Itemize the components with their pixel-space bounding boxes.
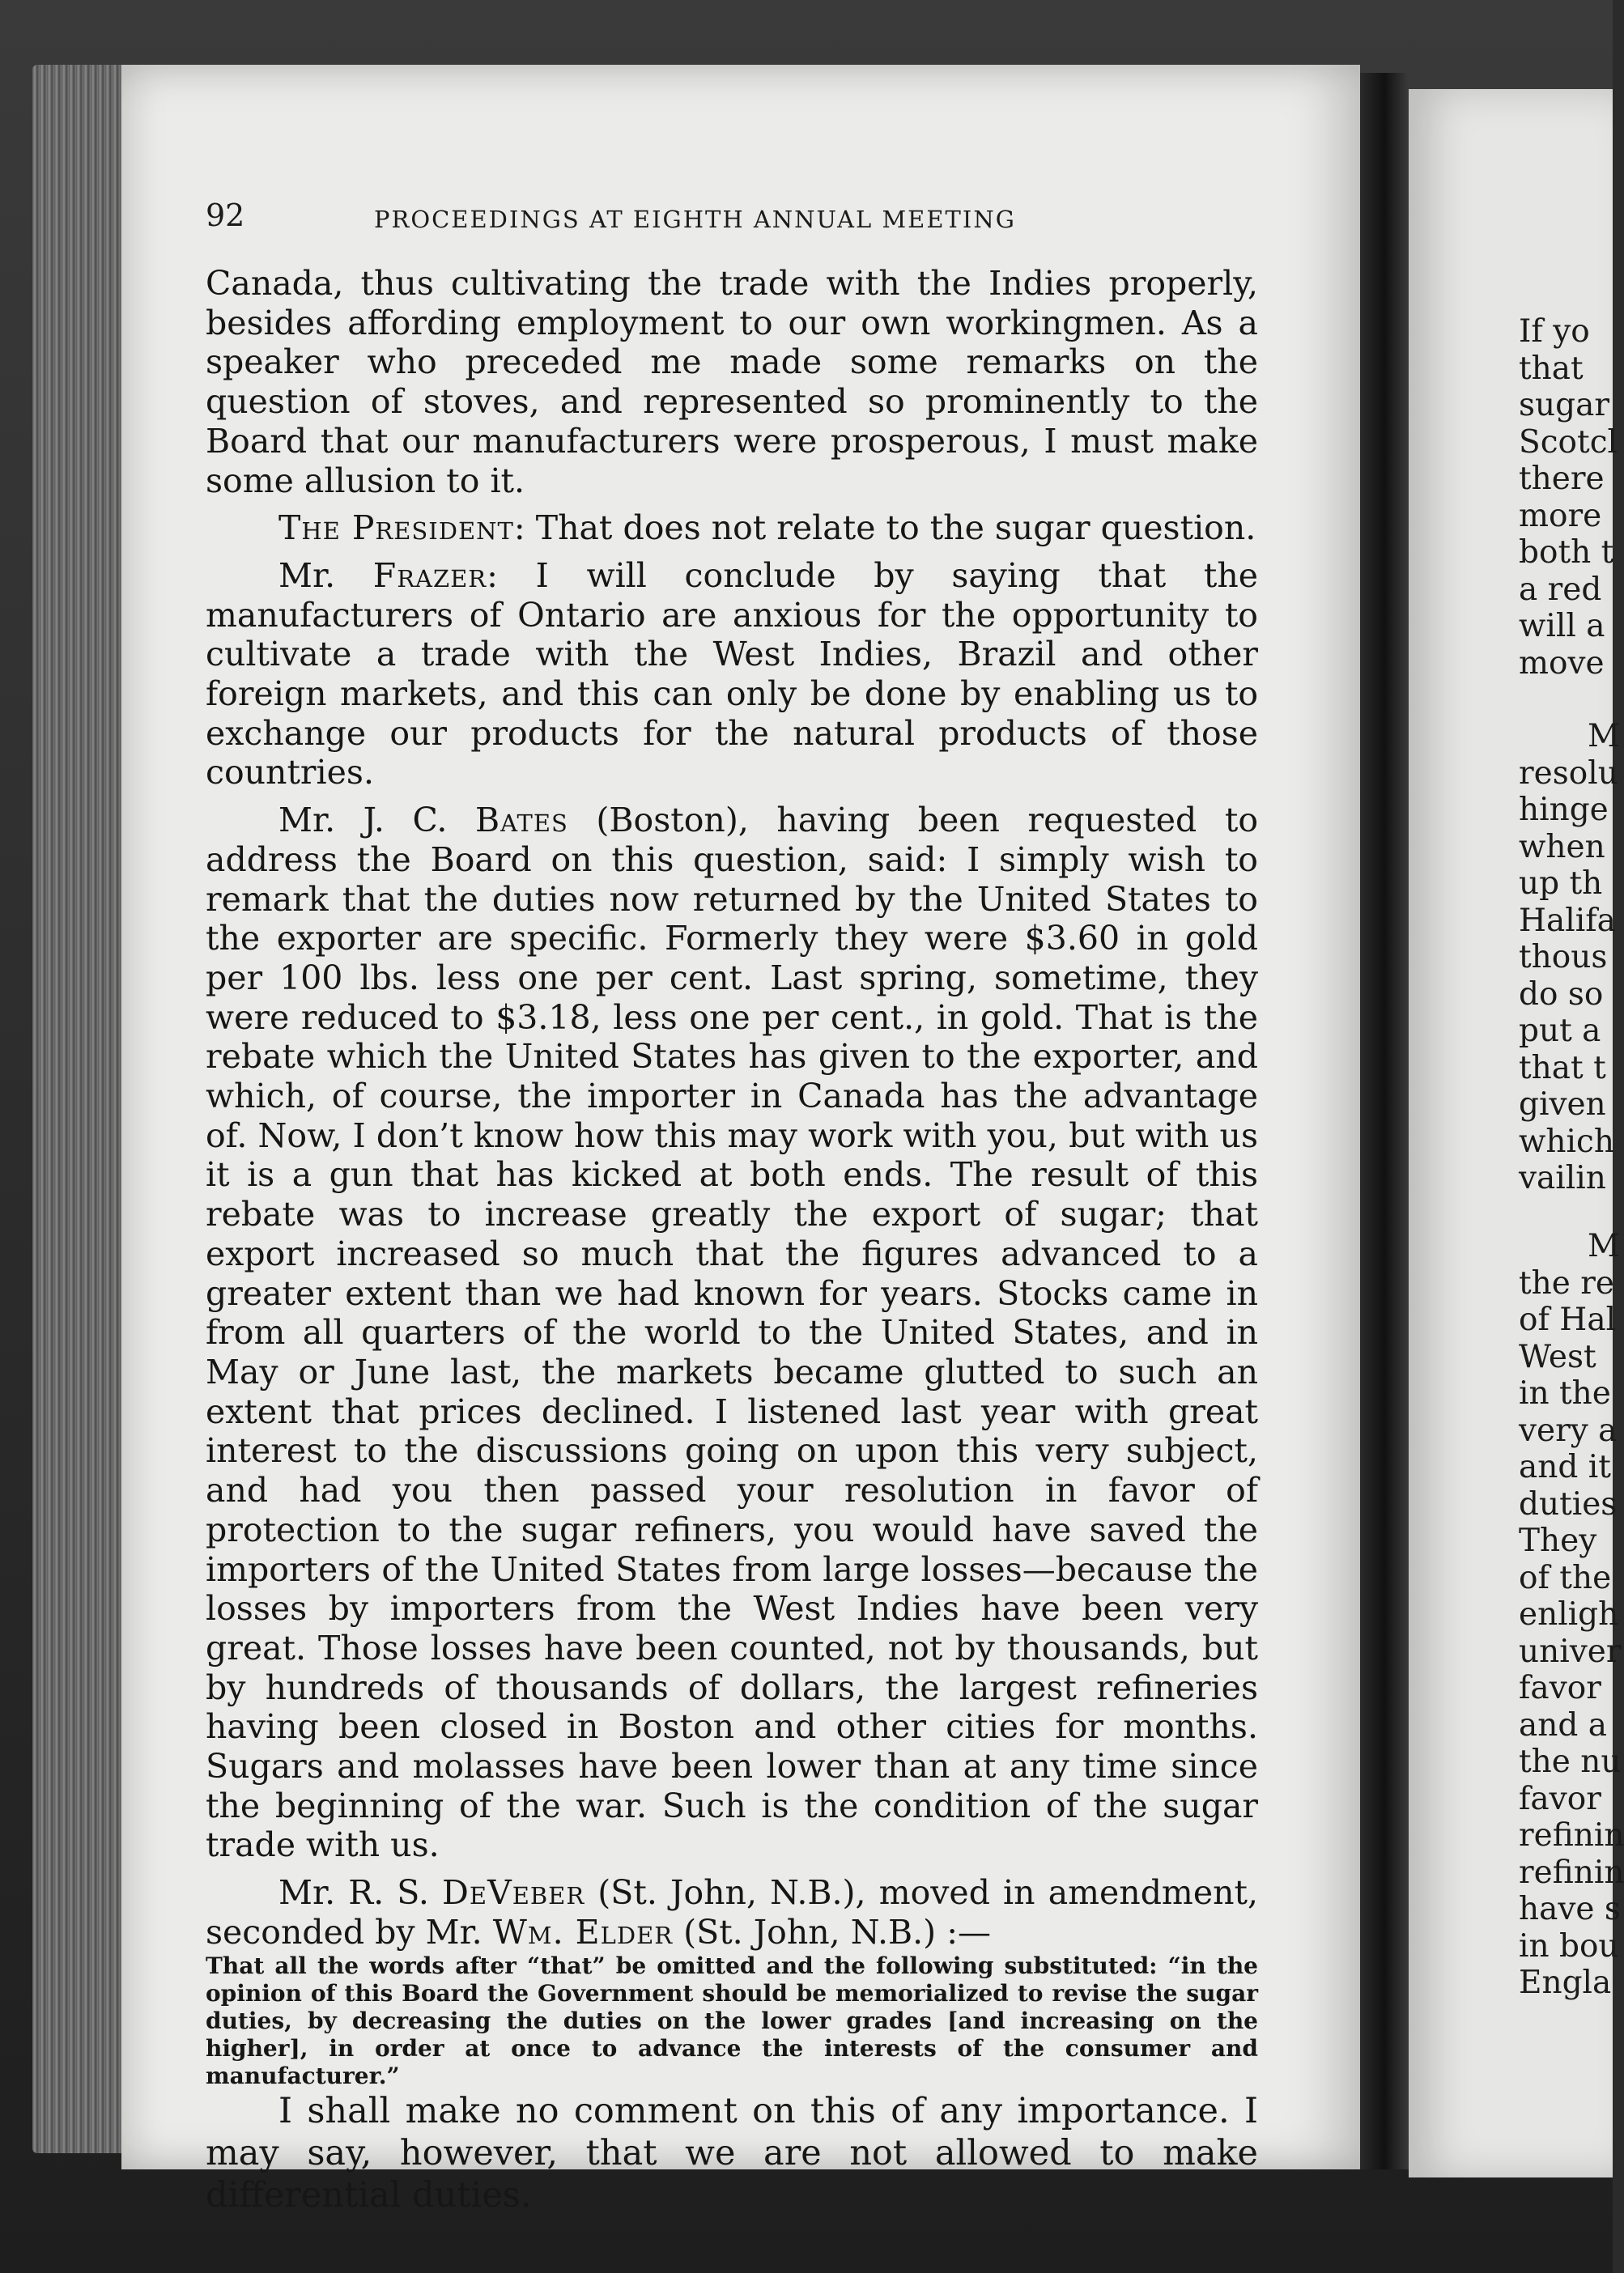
right-page-line: the re	[1519, 1264, 1614, 1302]
right-page-line: Engla	[1519, 1965, 1612, 2001]
right-page-line: M	[1588, 718, 1620, 754]
speech-text: (St. John, N.B.), moved in amendment, seconded by Mr.	[206, 1873, 1258, 1952]
speech-text: : That does not relate to the sugar question.	[513, 508, 1256, 548]
right-page-line: when	[1519, 828, 1605, 865]
right-page-line: have s	[1519, 1891, 1621, 1927]
right-page-line: They	[1519, 1523, 1597, 1559]
speaker-name: The President	[278, 508, 514, 548]
right-page-line: there	[1519, 461, 1605, 497]
right-page-line: enligh	[1519, 1596, 1619, 1633]
speech-text: : I will conclude by saying that the manufacturers of Ontario are anxious for the opportunity to cultivate a trade with the West Indies, Brazil and other foreign markets, and this can only be done by enabling us to exchange our products for the natural products of those countries.	[206, 555, 1258, 792]
right-page-line: given	[1519, 1086, 1606, 1123]
right-page-line: vailin	[1519, 1160, 1606, 1196]
right-page-line: Halifa	[1519, 902, 1616, 939]
page-body	[206, 264, 1258, 2216]
right-page-line: and a	[1519, 1706, 1607, 1744]
right-page-line: will a	[1519, 608, 1605, 644]
right-page-line: univer	[1519, 1633, 1622, 1670]
speaker-name: DeVeber	[442, 1873, 585, 1913]
right-page-line: more	[1519, 497, 1602, 534]
right-page-line: do so	[1519, 975, 1604, 1013]
right-page-line: in bou	[1519, 1927, 1619, 1965]
paragraph-bates	[206, 801, 1258, 1865]
right-page-line: refinin	[1519, 1817, 1624, 1854]
right-page-line: favor	[1519, 1780, 1601, 1817]
paragraph-deveber	[206, 1873, 1258, 1952]
paragraph-continuation: Canada, thus cultivating the trade with the Indies properly, besides affording employment to our own workingmen. As a speaker who preceded me made some remarks on the question of stoves, and represented so prominently to the Board that our manufacturers were prosperous, I must make some allusion to it.	[206, 264, 1258, 500]
speaker-name: Wm. Elder	[492, 1912, 674, 1952]
book-page-edges	[32, 65, 121, 2153]
paragraph-president	[206, 508, 1258, 548]
right-page-line: that t	[1519, 1049, 1606, 1086]
right-page-line: resolu	[1519, 754, 1618, 792]
speech-text: (Boston), having been requested to address the Board on this question, said: I simply wish to remark that the duties now returned by the United States to the exporter are specific. Formerly they were $3.60 in gold per 100 lbs. less one per cent. Last spring, sometime, they were reduced to $3.18, less one per cent., in gold. That is the rebate which the United States has given to the exporter, and which, of course, the importer in Canada has the advantage of. Now, I don’t know how this may work with you, but with us it is a gun that has kicked at both ends. The result of this rebate was to increase greatly the export of sugar; that export increased so much that the figures advanced to a greater extent than we had known for years. Stocks came in from all quarters of the world to the United States, and in May or June last, the markets became glutted to such an extent that prices declined. I listened last year with great interest to the discussions going on upon this very subject, and had you then passed your resolution in favor of protection to the sugar refiners, you would have saved the importers of the United States from large losses—because the losses by importers from the West Indies have been very great. Those losses have been counted, not by thousands, but by hundreds of thousands of dollars, the largest refineries having been closed in Boston and other cities for months. Sugars and molasses have been lower than at any time since the beginning of the war. Such is the condition of the sugar trade with us.	[206, 801, 1258, 1865]
right-page-line: favor	[1519, 1670, 1601, 1706]
right-page-line: of the	[1519, 1559, 1612, 1596]
speaker-title: Mr. J. C.	[278, 801, 475, 840]
right-page-line: duties	[1519, 1485, 1618, 1523]
speech-text: (St. John, N.B.) :—	[673, 1912, 992, 1952]
right-page-line: of Hal	[1519, 1302, 1617, 1338]
right-page-line: which	[1519, 1123, 1614, 1160]
right-page-line: in the	[1519, 1375, 1611, 1412]
running-head: PROCEEDINGS AT EIGHTH ANNUAL MEETING	[374, 206, 1016, 233]
speaker-title: Mr.	[278, 555, 373, 595]
speaker-title: Mr. R. S.	[278, 1873, 443, 1913]
right-page-line: and it	[1519, 1449, 1611, 1485]
right-page-line: both t	[1519, 534, 1614, 571]
page-number: 92	[206, 198, 245, 233]
right-page-line: hinge	[1519, 792, 1609, 828]
right-page-line: move	[1519, 644, 1605, 682]
right-page-line: refinin	[1519, 1854, 1624, 1891]
right-page-line: sugar	[1519, 387, 1609, 423]
right-page-line: that	[1519, 350, 1584, 387]
paragraph-closing: I shall make no comment on this of any importance. I may say, however, that we are not allowed to make differential duties.	[206, 2090, 1258, 2216]
right-page-line: put a	[1519, 1013, 1601, 1049]
speaker-name: Frazer	[372, 555, 487, 595]
right-page-line: If yo	[1519, 313, 1590, 350]
right-page-line: M	[1588, 1228, 1620, 1264]
right-page-line: Scotcl	[1519, 423, 1618, 461]
speaker-name: Bates	[475, 801, 568, 840]
right-page-line: thous	[1519, 939, 1608, 975]
right-page-line: a red	[1519, 571, 1602, 608]
right-page-line: West	[1519, 1338, 1596, 1375]
right-page-line: up th	[1519, 865, 1603, 902]
right-page-line: very a	[1519, 1412, 1618, 1449]
book-gutter	[1360, 73, 1409, 2169]
paragraph-frazer	[206, 556, 1258, 792]
amendment-quote: That all the words after “that” be omitted and the following substituted: “in the opinion of this Board the Government should be memorialized to revise the sugar duties, by decreasing the duties on the lower grades [and increasing on the higher], in order at once to advance the interests of the consumer and manufacturer.”	[206, 1952, 1258, 2089]
right-page-line: the nu	[1519, 1744, 1622, 1780]
